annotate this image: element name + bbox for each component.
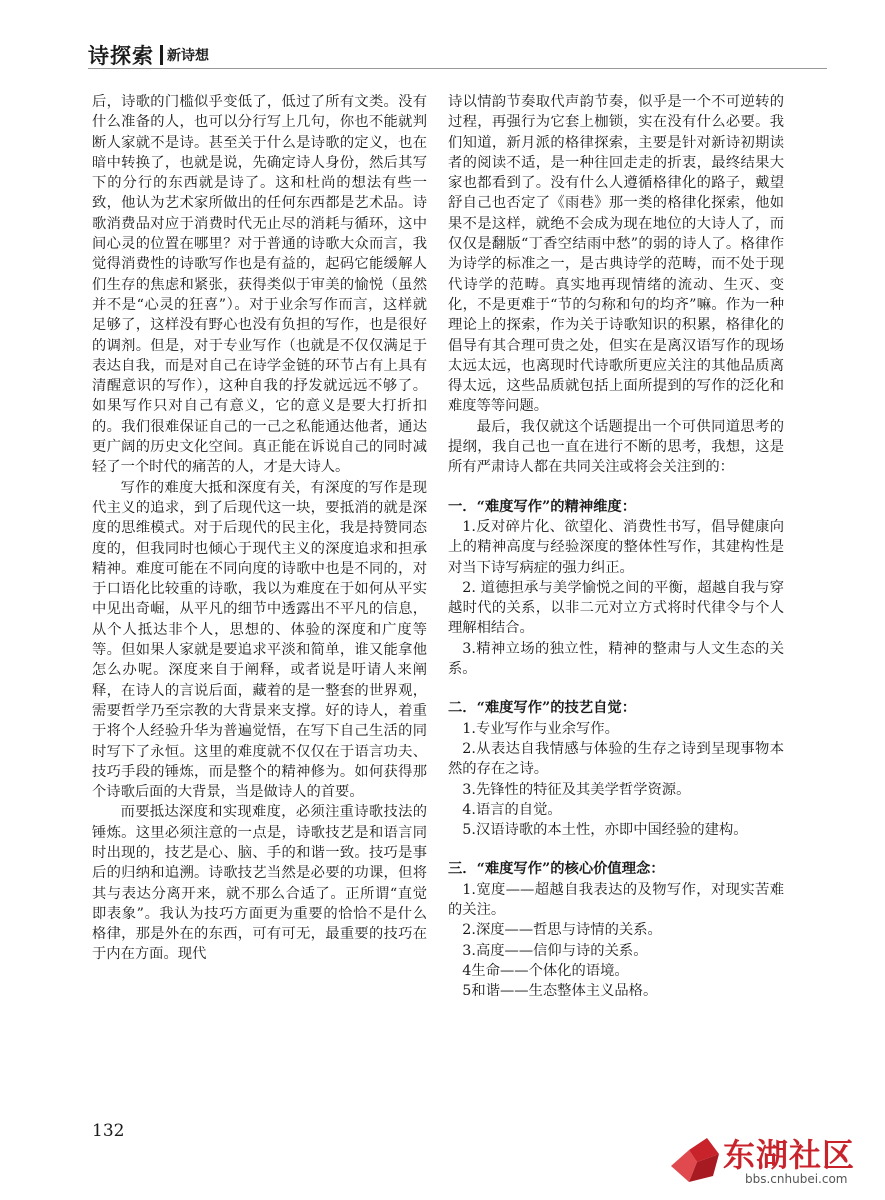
- section-name: 新诗想: [167, 48, 209, 64]
- section-heading: 三．“难度写作”的核心价值理念：: [448, 861, 665, 878]
- watermark-url: bbs.cnhubei.com: [745, 1172, 848, 1186]
- left-column: [92, 92, 427, 965]
- section-heading: 二．“难度写作”的技艺自觉：: [448, 700, 637, 717]
- list-item: 2. 道德担承与美学愉悦之间的平衡，超越自我与穿越时代的关系，以非二元对立方式将时代律令与个人理解相结合。: [448, 579, 784, 637]
- list-item: 2.深度——哲思与诗情的关系。: [462, 922, 662, 939]
- list-item: 3.精神立场的独立性，精神的整肃与人文生态的关系。: [448, 640, 784, 678]
- header-divider: [160, 45, 163, 65]
- paragraph: 诗以情韵节奏取代声韵节奏，似乎是一个不可逆转的过程，再强行为它套上枷锁，实在没有什么必要。我们知道，新月派的格律探索，主要是针对新诗初期读者的阅读不适，是一种往回走走的折衷，最终结果大家也都看到了。没有什么人遵循格律化的路子，戴望舒自己也否定了《雨巷》那一类的格律化探索，他如果不是这样，就绝不会成为现在地位的大诗人了，而仅仅是翻版“丁香空结雨中愁”的弱的诗人了。格律作为诗学的标准之一，是古典诗学的范畴，而不处于现代诗学的范畴。真实地再现情绪的流动、生灭、变化，不是更难于“节的匀称和句的均齐”嘛。作为一种理论上的探索，作为关于诗歌知识的积累，格律化的倡导有其合理可贵之处，但实在是离汉语写作的现场太远太远，也离现时代诗歌所更应关注的其他品质离得太远，这些品质就包括上面所提到的写作的泛化和难度等等问题。: [448, 94, 784, 415]
- list-item: 1.反对碎片化、欲望化、消费性书写，倡导健康向上的精神高度与经验深度的整体性写作，其建构性是对当下诗写病症的强力纠正。: [448, 518, 784, 576]
- paragraph: 后，诗歌的门槛似乎变低了，低过了所有文类。没有什么准备的人，也可以分行写上几句，你也不能就判断人家就不是诗。甚至关于什么是诗歌的定义，也在暗中转换了，也就是说，先确定诗人身份，然后其写下的分行的东西就是诗了。这和杜尚的想法有些一致，他认为艺术家所做出的任何东西都是艺术品。诗歌消费品对应于消费时代无止尽的消耗与循环，这中间心灵的位置在哪里？对于普通的诗歌大众而言，我觉得消费性的诗歌写作也是有益的，起码它能缓解人们生存的焦虑和紧张，获得类似于审美的愉悦（虽然并不是“心灵的狂喜”）。对于业余写作而言，这样就足够了，这样没有野心也没有负担的写作，也是很好的调剂。但是，对于专业写作（也就是不仅仅满足于表达自我，而是对自己在诗学金链的环节占有上具有清醒意识的写作），这种自我的抒发就远远不够了。如果写作只对自己有意义，它的意义是要大打折扣的。我们很难保证自己的一己之私能通达他者，通达更广阔的历史文化空间。真正能在诉说自己的同时减轻了一个时代的痛苦的人，才是大诗人。: [92, 94, 427, 476]
- list-item: 4生命——个体化的语境。: [462, 962, 629, 979]
- page-header: [88, 40, 209, 70]
- list-item: 3.先锋性的特征及其美学哲学资源。: [462, 781, 691, 798]
- right-column: [448, 92, 784, 1001]
- paragraph: 最后，我仅就这个话题提出一个可供同道思考的提纲，我自己也一直在进行不断的思考，我想，这是所有严肃诗人都在共同关注或将会关注到的：: [448, 418, 784, 476]
- list-item: 4.语言的自觉。: [462, 801, 562, 818]
- list-item: 3.高度——信仰与诗的关系。: [462, 942, 648, 959]
- journal-title: 诗探索: [88, 44, 154, 68]
- watermark-logo-icon: [667, 1132, 723, 1188]
- list-item: 1.宽度——超越自我表达的及物写作，对现实苦难的关注。: [448, 881, 784, 918]
- watermark: [667, 1130, 867, 1192]
- paragraph: 写作的难度大抵和深度有关，有深度的写作是现代主义的追求，到了后现代这一块，要抵消的就是深度的思维模式。对于后现代的民主化，我是持赞同态度的，但我同时也倾心于现代主义的深度追求和担承精神。难度可能在不同向度的诗歌中也是不同的，对于口语化比较重的诗歌，我以为难度在于如何从平实中见出奇崛，从平凡的细节中透露出不平凡的信息，从个人抵达非个人，思想的、体验的深度和广度等等。但如果人家就是要追求平淡和简单，谁又能拿他怎么办呢。深度来自于阐释，或者说是吁请人来阐释，在诗人的言说后面，藏着的是一整套的世界观，需要哲学乃至宗教的大背景来支撑。好的诗人，着重于将个人经验升华为普遍觉悟，在写下自己生活的同时写下了永恒。这里的难度就不仅仅在于语言功夫、技巧手段的锤炼，而是整个的精神修为。如何获得那个诗歌后面的大背景，当是做诗人的首要。: [92, 479, 427, 801]
- list-item: 5.汉语诗歌的本土性，亦即中国经验的建构。: [462, 822, 748, 839]
- list-item: 1.专业写作与业余写作。: [462, 720, 619, 737]
- page-number: 132: [92, 1121, 125, 1141]
- header-rule: [88, 68, 827, 69]
- section-heading: 一．“难度写作”的精神维度：: [448, 498, 637, 515]
- list-item: 5和谐——生态整体主义品格。: [462, 983, 658, 1000]
- watermark-name: 东湖社区: [723, 1136, 856, 1174]
- list-item: 2.从表达自我情感与体验的生存之诗到呈现事物本然的存在之诗。: [448, 740, 784, 778]
- paragraph: 而要抵达深度和实现难度，必须注重诗歌技法的锤炼。这里必须注意的一点是，诗歌技艺是和语言同时出现的，技艺是心、脑、手的和谐一致。技巧是事后的归纳和追溯。诗歌技艺当然是必要的功课，但将其与表达分离开来，就不那么合适了。正所谓“直觉即表象”。我认为技巧方面更为重要的恰恰不是什么格律，那是外在的东西，可有可无，最重要的技巧在于内在方面。现代: [92, 804, 427, 963]
